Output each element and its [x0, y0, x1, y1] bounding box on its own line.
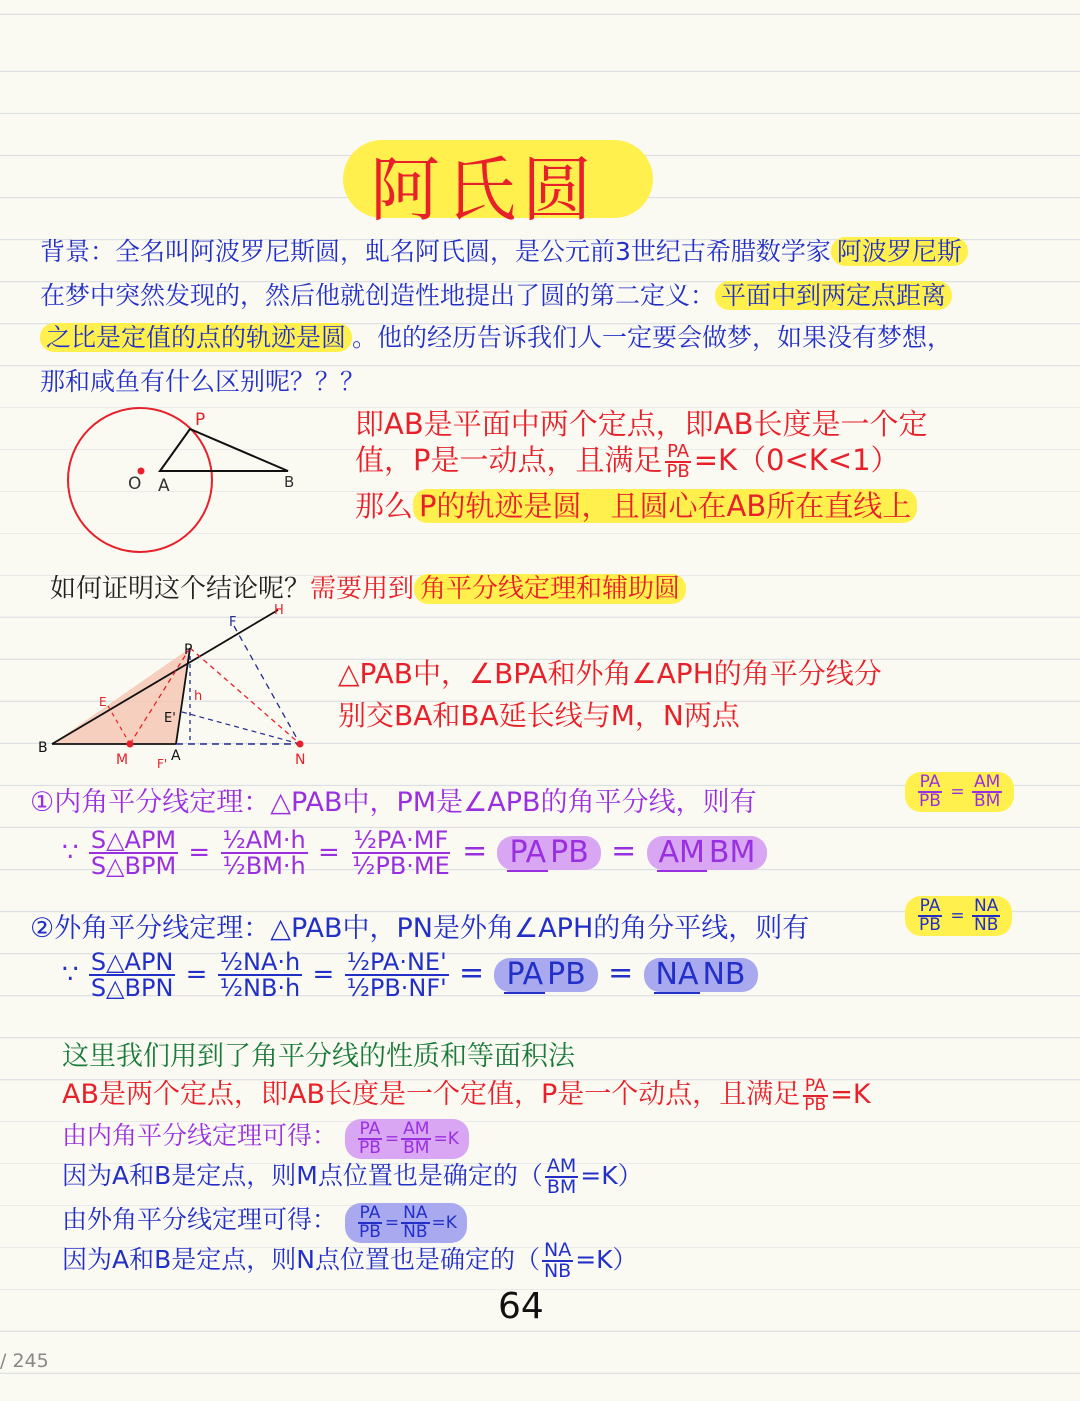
outer-proof-equation [62, 950, 760, 1000]
equals: = [318, 837, 340, 868]
equals: = [185, 959, 208, 990]
equals: = [462, 833, 488, 869]
definition-line-3 [355, 484, 917, 525]
summary-n-text: 因为A和B是定点，则N点位置也是确定的（ [62, 1245, 540, 1274]
setup-line-2: 别交BA和BA延长线与M，N两点 [338, 699, 740, 732]
label-h: H [274, 603, 284, 618]
label-o: O [128, 474, 142, 494]
equals: = [312, 959, 335, 990]
circle-figure [55, 405, 315, 555]
bisector-figure [30, 600, 330, 770]
background-line-1 [40, 232, 968, 268]
label-a2: A [171, 748, 181, 764]
summary-outer-text: 由外角平分线定理可得： [62, 1205, 338, 1234]
pa-pb-pill: PA PB [494, 958, 597, 992]
perp-nf [234, 626, 300, 744]
area-ratio: $\frac{\text{S△APN}}{\text{S△BPN}}$ [90, 948, 174, 1002]
definition-line-2 [355, 438, 900, 481]
background-line-4: 那和咸鱼有什么区别呢？？？ [40, 367, 366, 396]
pa-pb-pill: PA PB [497, 836, 600, 870]
equals: = [188, 837, 211, 868]
distance-ratio: $\frac{\text{½PA·MF}}{\text{½PB·ME}}$ [352, 826, 450, 880]
background-text: 在梦中突然发现的，然后他就创造性地提出了圆的第二定义： [40, 281, 716, 310]
label-b2: B [38, 740, 48, 756]
summary-inner-line [62, 1116, 469, 1159]
background-line-2 [40, 276, 952, 312]
label-p: P [195, 410, 206, 430]
perp-ne [182, 712, 300, 744]
outer-result-pill: $\frac{PA}{PB}$ = $\frac{NA}{NB}$ =K [345, 1203, 467, 1243]
summary-m-text: 因为A和B是定点，则M点位置也是确定的（ [62, 1161, 543, 1190]
area-ratio: $\frac{\text{S△APM}}{\text{S△BPM}}$ [90, 826, 177, 880]
close-paren: =K） [580, 1161, 643, 1190]
because-symbol: ∵ [62, 837, 79, 868]
proof-need: 需要用到 [310, 574, 415, 604]
close-paren: =K） [575, 1245, 638, 1274]
page-title: 阿氏圆 [370, 149, 598, 231]
setup-line-1: △PAB中，∠BPA和外角∠APH的角平分线分 [338, 657, 882, 690]
outer-ratio-pill: $\frac{PA}{PB}$ = $\frac{NA}{NB}$ [905, 896, 1012, 936]
outer-theorem-title: ②外角平分线定理：△PAB中，PN是外角∠APH的角分平线，则有 [30, 913, 810, 944]
am-bm-pill: AM BM [647, 836, 768, 870]
summary-m-line [62, 1156, 643, 1197]
summary-condition-text: AB是两个定点，即AB长度是一个定值，P是一个动点，且满足 [62, 1079, 801, 1110]
point-m [127, 741, 134, 748]
label-n: N [295, 752, 306, 768]
proof-question: 如何证明这个结论呢？ [50, 574, 311, 604]
equals: = [459, 955, 485, 991]
distance-ratio: $\frac{\text{½PA·NE'}}{\text{½PB·NF'}}$ [346, 948, 447, 1002]
definition-text: 那么 [355, 489, 414, 523]
label-a: A [158, 476, 170, 496]
inner-proof-equation [62, 828, 769, 878]
page-number: 64 [498, 1286, 544, 1327]
highlight-definition: 平面中到两定点距离 [715, 281, 952, 310]
label-p2: P [184, 642, 193, 658]
summary-inner-text: 由内角平分线定理可得： [62, 1121, 338, 1150]
summary-n-line [62, 1240, 638, 1281]
inner-theorem-title: ①内角平分线定理：△PAB中，PM是∠APB的角平分线，则有 [30, 787, 757, 818]
fraction-am-bm: $\frac{AM}{BM}$ [546, 1155, 577, 1198]
label-h-height: h [194, 689, 203, 704]
summary-outer-line [62, 1200, 467, 1243]
na-nb-pill: NA NB [644, 958, 758, 992]
triangle-pab [160, 429, 288, 471]
inner-result-pill: $\frac{PA}{PB}$ = $\frac{AM}{BM}$ =K [345, 1119, 469, 1159]
because-symbol: ∵ [62, 959, 79, 990]
summary-method: 这里我们用到了角平分线的性质和等面积法 [62, 1041, 575, 1072]
background-text: 。他的经历告诉我们人一定要会做梦，如果没有梦想， [352, 323, 953, 352]
definition-text: 值，P是一动点，且满足 [355, 443, 663, 477]
definition-condition: =K（0<K<1） [693, 443, 900, 477]
fraction-na-nb: $\frac{NA}{NB}$ [543, 1239, 572, 1282]
point-n [297, 741, 304, 748]
label-f-prime: F' [157, 757, 168, 770]
summary-condition [62, 1072, 871, 1114]
background-text: 背景：全名叫阿波罗尼斯圆，虬名阿氏圆，是公元前3世纪古希腊数学家 [40, 237, 831, 266]
image-counter: / 245 [0, 1350, 49, 1372]
fraction-pa-pb: $\frac{PA}{PB}$ [804, 1075, 827, 1115]
fraction-pa-pb: $\frac{PA}{PB}$ [666, 441, 690, 482]
equals: = [611, 833, 637, 869]
label-b: B [284, 473, 295, 491]
height-ratio: $\frac{\text{½NA·h}}{\text{½NB·h}}$ [219, 948, 301, 1002]
label-e: E [99, 695, 107, 709]
label-m: M [116, 752, 129, 768]
highlight-definition-end: 之比是定值的点的轨迹是圆 [40, 323, 352, 352]
definition-line-1: 即AB是平面中两个定点，即AB长度是一个定 [355, 407, 928, 441]
highlight-tool: 角平分线定理和辅助圆 [414, 574, 686, 604]
equals-k: =K [830, 1079, 871, 1110]
equals: = [608, 955, 634, 991]
label-e-prime: E' [164, 711, 176, 726]
background-line-3 [40, 318, 952, 354]
highlight-apollonius: 阿波罗尼斯 [831, 237, 968, 266]
label-f: F [229, 615, 237, 630]
height-ratio: $\frac{\text{½AM·h}}{\text{½BM·h}}$ [222, 826, 306, 880]
highlight-conclusion: P的轨迹是圆，且圆心在AB所在直线上 [413, 489, 917, 523]
inner-ratio-pill: $\frac{PA}{PB}$ = $\frac{AM}{BM}$ [905, 772, 1014, 812]
